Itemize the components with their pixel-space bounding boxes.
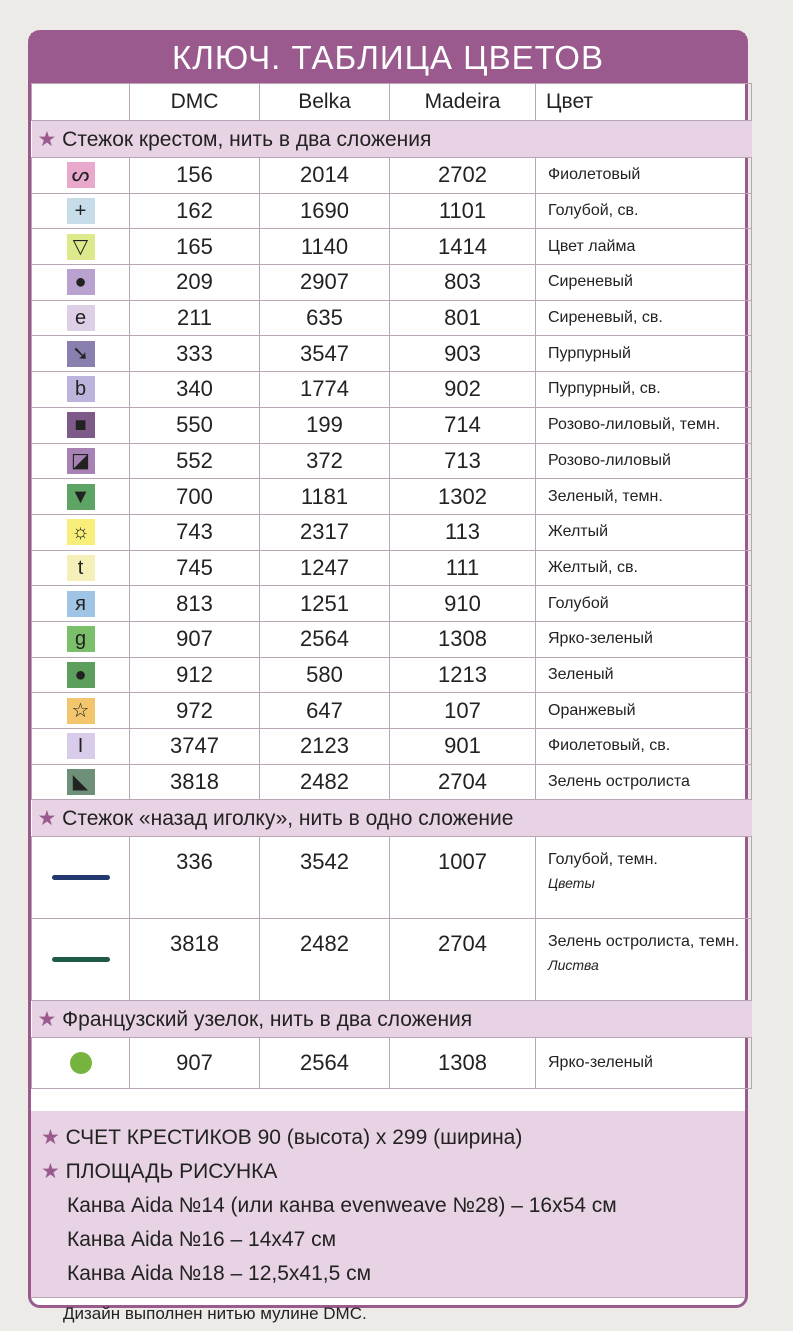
stitch-symbol-icon: ▽ (67, 234, 95, 260)
stitch-symbol-icon: b (67, 376, 95, 402)
dmc-cell: 165 (130, 229, 260, 265)
color-name-cell: Пурпурный, св. (536, 372, 752, 408)
belka-cell: 2123 (260, 729, 390, 765)
table-row (32, 657, 752, 693)
madeira-cell: 803 (390, 265, 536, 301)
table-row (32, 443, 752, 479)
symbol-cell (32, 586, 130, 622)
footer-note: Дизайн выполнен нитью мулине DMC. (31, 1297, 745, 1324)
table-row (32, 336, 752, 372)
symbol-cell (32, 336, 130, 372)
stitch-symbol-icon: I (67, 733, 95, 759)
table-row (32, 837, 752, 919)
stitch-symbol-icon: ᔕ (67, 162, 95, 188)
symbol-cell (32, 764, 130, 800)
section-cross-stitch (32, 121, 752, 158)
madeira-cell: 1213 (390, 657, 536, 693)
belka-cell: 3542 (260, 837, 390, 919)
info-block (31, 1111, 745, 1297)
star-icon: ★ (37, 127, 57, 151)
stitch-symbol-icon: ▼ (67, 484, 95, 510)
dmc-cell: 743 (130, 514, 260, 550)
color-name: Голубой, темн. (548, 851, 658, 869)
color-name-cell: Зеленый, темн. (536, 479, 752, 515)
madeira-cell: 2704 (390, 919, 536, 1001)
stitch-symbol-icon: ■ (67, 412, 95, 438)
dmc-cell: 907 (130, 1038, 260, 1089)
color-name-cell: Голубой, св. (536, 193, 752, 229)
table-row (32, 479, 752, 515)
madeira-cell: 2704 (390, 764, 536, 800)
star-icon: ★ (41, 1160, 60, 1184)
belka-cell: 580 (260, 657, 390, 693)
madeira-cell: 902 (390, 372, 536, 408)
belka-cell: 2014 (260, 158, 390, 194)
color-name-cell: Пурпурный (536, 336, 752, 372)
belka-cell: 647 (260, 693, 390, 729)
table-row (32, 550, 752, 586)
star-icon: ★ (37, 1007, 57, 1031)
symbol-cell (32, 514, 130, 550)
table-row (32, 621, 752, 657)
color-name-cell: Розово-лиловый (536, 443, 752, 479)
symbol-cell (32, 729, 130, 765)
color-name-cell: Сиреневый, св. (536, 300, 752, 336)
table-row (32, 919, 752, 1001)
color-name-cell: Фиолетовый, св. (536, 729, 752, 765)
madeira-cell: 1101 (390, 193, 536, 229)
belka-cell: 372 (260, 443, 390, 479)
belka-cell: 1690 (260, 193, 390, 229)
madeira-cell: 910 (390, 586, 536, 622)
belka-cell: 1251 (260, 586, 390, 622)
symbol-cell (32, 158, 130, 194)
section-backstitch (32, 800, 752, 837)
header-belka: Belka (260, 84, 390, 121)
table-row (32, 193, 752, 229)
area-line: Канва Aida №14 (или канва evenweave №28) – 16x54 см (67, 1194, 617, 1218)
dmc-cell: 700 (130, 479, 260, 515)
stitch-symbol-icon: + (67, 198, 95, 224)
belka-cell: 2482 (260, 919, 390, 1001)
stitch-symbol-icon: ● (67, 269, 95, 295)
header-madeira: Madeira (390, 84, 536, 121)
symbol-cell (32, 621, 130, 657)
color-name-cell: Голубой (536, 586, 752, 622)
table-row (32, 586, 752, 622)
belka-cell: 1247 (260, 550, 390, 586)
color-name-cell: Розово-лиловый, темн. (536, 407, 752, 443)
stitch-count: СЧЕТ КРЕСТИКОВ 90 (высота) x 299 (ширина) (65, 1126, 523, 1150)
color-name-cell (536, 919, 752, 1001)
madeira-cell: 113 (390, 514, 536, 550)
table-row (32, 372, 752, 408)
stitch-symbol-icon: ◪ (67, 448, 95, 474)
dmc-cell: 745 (130, 550, 260, 586)
page-title: КЛЮЧ. ТАБЛИЦА ЦВЕТОВ (31, 33, 745, 83)
symbol-cell (32, 657, 130, 693)
dmc-cell: 209 (130, 265, 260, 301)
stitch-symbol-icon: ● (67, 662, 95, 688)
madeira-cell: 111 (390, 550, 536, 586)
dmc-cell: 340 (130, 372, 260, 408)
dmc-cell: 3747 (130, 729, 260, 765)
symbol-cell (32, 407, 130, 443)
color-name-cell: Цвет лайма (536, 229, 752, 265)
dmc-cell: 333 (130, 336, 260, 372)
section-title: Стежок крестом, нить в два сложения (62, 127, 432, 151)
belka-cell: 2907 (260, 265, 390, 301)
table-row (32, 265, 752, 301)
dmc-cell: 211 (130, 300, 260, 336)
table-row (32, 300, 752, 336)
symbol-cell (32, 550, 130, 586)
dmc-cell: 162 (130, 193, 260, 229)
table-row (32, 693, 752, 729)
color-name: Зелень остролиста, темн. (548, 933, 740, 951)
symbol-cell (32, 265, 130, 301)
stitch-symbol-icon: t (67, 555, 95, 581)
madeira-cell: 1007 (390, 837, 536, 919)
color-name-cell: Желтый, св. (536, 550, 752, 586)
belka-cell: 2482 (260, 764, 390, 800)
madeira-cell: 107 (390, 693, 536, 729)
madeira-cell: 1302 (390, 479, 536, 515)
madeira-cell: 2702 (390, 158, 536, 194)
table-row (32, 158, 752, 194)
stitch-symbol-icon: e (67, 305, 95, 331)
belka-cell: 1774 (260, 372, 390, 408)
symbol-cell (32, 693, 130, 729)
belka-cell: 1140 (260, 229, 390, 265)
color-name-cell: Фиолетовый (536, 158, 752, 194)
color-name-cell: Сиреневый (536, 265, 752, 301)
star-icon: ★ (41, 1126, 60, 1150)
stitch-symbol-icon: ☼ (67, 519, 95, 545)
dmc-cell: 972 (130, 693, 260, 729)
color-name-cell: Ярко-зеленый (536, 621, 752, 657)
header-dmc: DMC (130, 84, 260, 121)
section-french-knot (32, 1001, 752, 1038)
dmc-cell: 907 (130, 621, 260, 657)
table-row (32, 764, 752, 800)
color-name-cell: Зеленый (536, 657, 752, 693)
belka-cell: 199 (260, 407, 390, 443)
french-knot-dot-icon (32, 1038, 130, 1089)
madeira-cell: 714 (390, 407, 536, 443)
table-row (32, 1038, 752, 1089)
color-name-cell: Желтый (536, 514, 752, 550)
stitch-symbol-icon: g (67, 626, 95, 652)
stitch-symbol-icon: ◣ (67, 769, 95, 795)
area-line: Канва Aida №16 – 14x47 см (67, 1228, 337, 1252)
color-name-cell: Ярко-зеленый (536, 1038, 752, 1089)
header-color: Цвет (536, 84, 752, 121)
madeira-cell: 713 (390, 443, 536, 479)
header-symbol (32, 84, 130, 121)
stitch-symbol-icon: ☆ (67, 698, 95, 724)
star-icon: ★ (37, 806, 57, 830)
madeira-cell: 903 (390, 336, 536, 372)
madeira-cell: 801 (390, 300, 536, 336)
belka-cell: 3547 (260, 336, 390, 372)
color-name-cell (536, 837, 752, 919)
table-row (32, 229, 752, 265)
belka-cell: 1181 (260, 479, 390, 515)
backstitch-line-icon (32, 919, 130, 1001)
belka-cell: 2564 (260, 1038, 390, 1089)
section-title: Стежок «назад иголку», нить в одно сложение (62, 806, 514, 830)
stitch-symbol-icon: ➘ (67, 341, 95, 367)
symbol-cell (32, 443, 130, 479)
dmc-cell: 552 (130, 443, 260, 479)
dmc-cell: 3818 (130, 919, 260, 1001)
dmc-cell: 912 (130, 657, 260, 693)
dmc-cell: 3818 (130, 764, 260, 800)
table-row (32, 729, 752, 765)
table-row (32, 514, 752, 550)
table-row (32, 407, 752, 443)
header-row (32, 84, 752, 121)
color-table (31, 83, 752, 1089)
color-key-card (28, 30, 748, 1324)
belka-cell: 635 (260, 300, 390, 336)
belka-cell: 2564 (260, 621, 390, 657)
dmc-cell: 813 (130, 586, 260, 622)
stitch-symbol-icon: я (67, 591, 95, 617)
backstitch-line-icon (32, 837, 130, 919)
symbol-cell (32, 479, 130, 515)
symbol-cell (32, 372, 130, 408)
dmc-cell: 336 (130, 837, 260, 919)
dmc-cell: 156 (130, 158, 260, 194)
belka-cell: 2317 (260, 514, 390, 550)
madeira-cell: 1308 (390, 1038, 536, 1089)
symbol-cell (32, 300, 130, 336)
color-name-cell: Оранжевый (536, 693, 752, 729)
madeira-cell: 1308 (390, 621, 536, 657)
dmc-cell: 550 (130, 407, 260, 443)
madeira-cell: 901 (390, 729, 536, 765)
section-title: Французский узелок, нить в два сложения (62, 1007, 473, 1031)
color-name-cell: Зелень остролиста (536, 764, 752, 800)
area-title: ПЛОЩАДЬ РИСУНКА (65, 1160, 278, 1184)
usage-note: Листва (548, 957, 599, 974)
madeira-cell: 1414 (390, 229, 536, 265)
usage-note: Цветы (548, 875, 595, 892)
symbol-cell (32, 193, 130, 229)
symbol-cell (32, 229, 130, 265)
area-line: Канва Aida №18 – 12,5x41,5 см (67, 1262, 372, 1286)
